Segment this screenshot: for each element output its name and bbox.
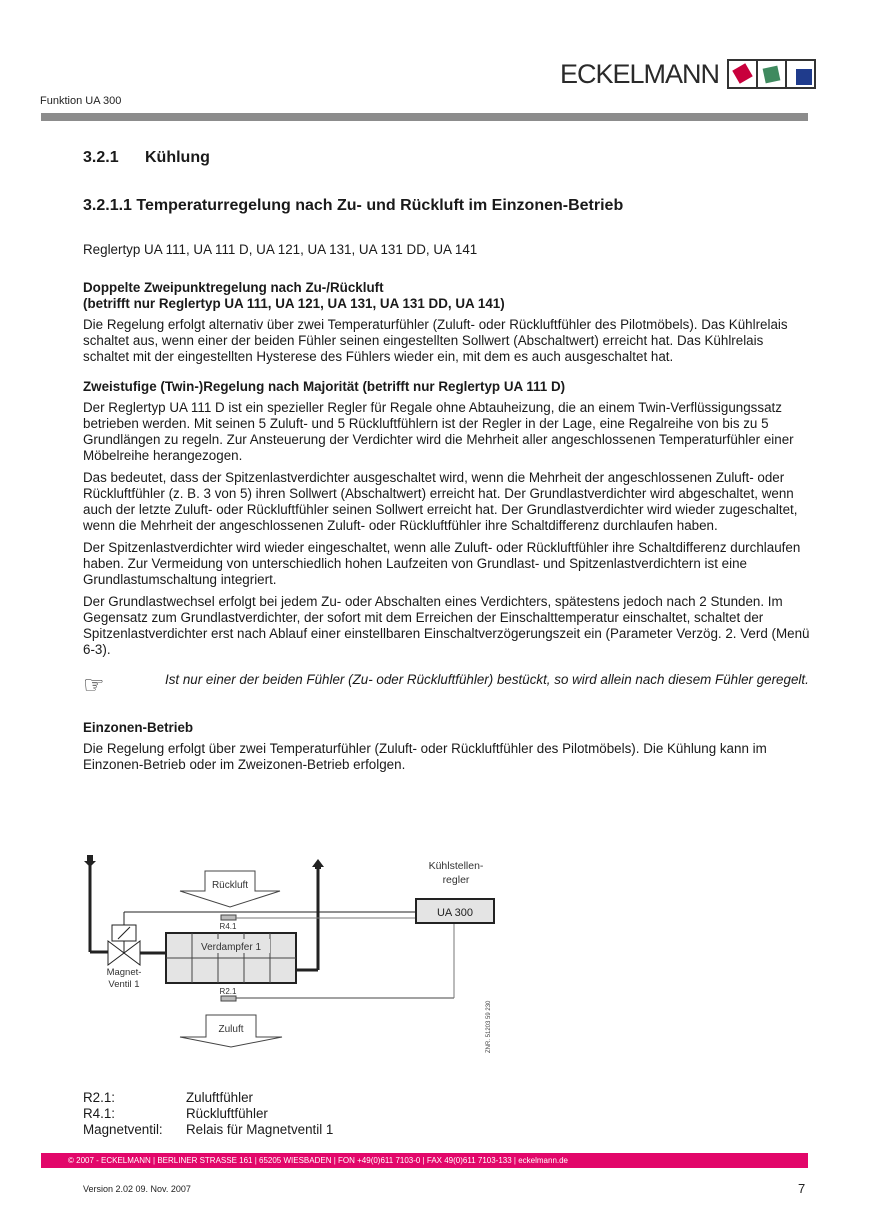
block1-paragraph: Die Regelung erfolgt alternativ über zwei Temperaturfühler (Zuluft- oder Rückluftfühler des Pilotmöbels). Das Kühlrelais schaltet aus, wenn einer der beiden Fühler seinen eingestellten Sollwert (Abschaltwert) erreicht hat. Das Kühlrelais schaltet mit der eingestellten Hysterese des Fühlers wieder ein, mit dem es auch ausgeschaltet hat.: [83, 317, 788, 364]
controller-caption-line1: Kühlstellen-: [428, 860, 484, 872]
pointing-hand-icon: ☞: [83, 672, 105, 699]
controller-caption-line2: regler: [442, 874, 470, 886]
diagram-drawing: [80, 855, 520, 1070]
note-text: Ist nur einer der beiden Fühler (Zu- oder Rückluftfühler) bestückt, so wird allein nach diesem Fühler geregelt.: [165, 672, 809, 687]
block1-heading-line2: (betrifft nur Reglertyp UA 111, UA 121, UA 131, UA 131 DD, UA 141): [83, 296, 505, 311]
section-heading: [83, 146, 813, 170]
return-air-label: Rückluft: [211, 880, 249, 891]
controller-types: Reglertyp UA 111, UA 111 D, UA 121, UA 131, UA 131 DD, UA 141: [83, 242, 478, 257]
footer-address-bar: [41, 1153, 808, 1168]
logo-squares: [727, 59, 816, 89]
controller-ua300: [416, 860, 494, 923]
header-divider-band: [41, 113, 808, 121]
section-title: Kühlung: [145, 149, 210, 166]
legend-key: Magnetventil:: [83, 1122, 163, 1137]
page-number: 7: [798, 1181, 806, 1196]
section-number: 3.2.1: [83, 149, 119, 166]
return-air-arrow: [180, 871, 280, 907]
block1-heading-line1: Doppelte Zweipunktregelung nach Zu-/Rückluft: [83, 280, 384, 295]
logo-text: ECKELMANN: [560, 59, 720, 89]
supply-air-arrow: [180, 1015, 282, 1047]
legend-value: Rückluftfühler: [186, 1106, 268, 1121]
logo-square-red: [729, 61, 758, 87]
logo-square-green: [758, 61, 787, 87]
legend-row: [83, 1122, 333, 1138]
evaporator-label: Verdampfer 1: [200, 942, 262, 953]
sensor-r41-label: R4.1: [219, 922, 237, 931]
running-head: Funktion UA 300: [40, 95, 122, 107]
block2-paragraph-4: Der Grundlastwechsel erfolgt bei jedem Zu- oder Abschalten eines Verdichters, spätestens jedoch nach 2 Stunden. Im Gegensatz zum Grundlastverdichter, der sofort mit dem Erreichen der Einschalttemperatur einschaltet, schaltet der Spitzenlastverdichter erst nach Ablauf einer einstellbaren Einschaltverzögerungszeit ein (Parameter Verzög. 2. Verd (Menü 6-3).: [83, 594, 810, 657]
legend-key: R4.1:: [83, 1106, 116, 1121]
outlet-pipe: [296, 859, 324, 970]
controller-label: UA 300: [436, 907, 474, 919]
legend-value: Relais für Magnetventil 1: [186, 1122, 334, 1137]
eckelmann-logo: [560, 58, 816, 90]
inlet-pipe: [84, 855, 108, 952]
block3-heading: Einzonen-Betrieb: [83, 720, 194, 735]
sensor-r21-label: R2.1: [219, 987, 237, 996]
block1-heading: [83, 280, 813, 312]
footer-address: © 2007 - ECKELMANN | BERLINER STRASSE 161 | 65205 WIESBADEN | FON +49(0)611 7103-0 | FAX 49(0)611 7103-133 | eckelmann.de: [68, 1156, 569, 1165]
block2-paragraph-1: Der Reglertyp UA 111 D ist ein spezieller Regler für Regale ohne Abtauheizung, die an einem Twin-Verflüssigungssatz betrieben werden. Mit seinen 5 Zuluft- und 5 Rückluftfühlern ist der Regler in der Lage, eine Regalreihe von bis zu 5 Grundlängen zu regeln. Zur Ansteuerung der Verdichter wird die Mehrheit aller angeschlossenen Temperaturfühler einer Möbelreihe herangezogen.: [83, 400, 794, 463]
block2-paragraph-2: Das bedeutet, dass der Spitzenlastverdichter ausgeschaltet wird, wenn die Mehrheit der angeschlossenen Zuluft- oder Rückluftfühler (z. B. 3 von 5) ihren Sollwert (Abschaltwert) erreicht hat. Der Grundlastverdichter wird abgeschaltet, wenn auch der letzte Zuluft- oder Rückluftfühler seinen Sollwert erreicht hat. Der Grundlastverdichter wird wieder zugeschaltet, wenn die Mehrheit der angeschlossenen Zuluft- oder Rückluftfühler ihre Schaltdifferenz durchlaufen haben.: [83, 470, 798, 533]
logo-square-blue: [787, 61, 814, 87]
legend-key: R2.1:: [83, 1090, 116, 1105]
legend-row: [83, 1090, 333, 1106]
note-box: [83, 672, 813, 698]
block2-paragraph-3: Der Spitzenlastverdichter wird wieder eingeschaltet, wenn alle Zuluft- oder Rückluftfühler ihre Schaltdifferenz durchlaufen haben. Zur Vermeidung von unterschiedlich hohen Laufzeiten von Grundlast- und Spitzenlastverdichtern ist eine Grundlastumschaltung integriert.: [83, 540, 801, 587]
page-content: [83, 146, 813, 773]
subsection-heading: 3.2.1.1 Temperaturregelung nach Zu- und Rückluft im Einzonen-Betrieb: [83, 197, 624, 214]
drawing-number: ZNR. 51203 59 230: [486, 1000, 492, 1053]
legend-value: Zuluftfühler: [186, 1090, 253, 1105]
evaporator: [166, 933, 296, 983]
block3-paragraph: Die Regelung erfolgt über zwei Temperaturfühler (Zuluft- oder Rückluftfühler des Pilotmöbels). Die Kühlung kann im Einzonen-Betrieb oder im Zweizonen-Betrieb erfolgen.: [83, 741, 767, 772]
block2-heading: Zweistufige (Twin-)Regelung nach Majorität (betrifft nur Reglertyp UA 111 D): [83, 379, 566, 394]
valve-label-line2: Ventil 1: [108, 979, 140, 990]
version-info: Version 2.02 09. Nov. 2007: [83, 1184, 191, 1194]
diagram-legend: [83, 1090, 333, 1138]
supply-air-label: Zuluft: [218, 1024, 244, 1035]
legend-row: [83, 1106, 333, 1122]
cooling-diagram: [80, 855, 520, 1070]
valve-label-line1: Magnet-: [106, 967, 142, 978]
